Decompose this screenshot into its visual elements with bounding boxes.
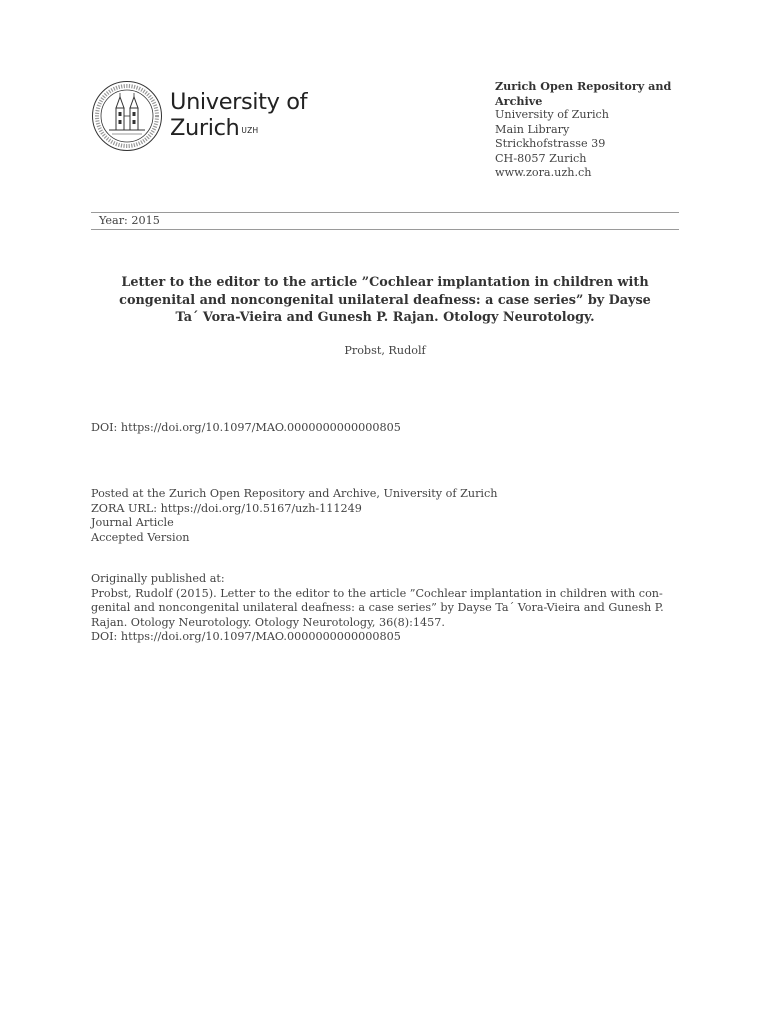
address-line: Strickhofstrasse 39 [495,137,606,150]
university-logo [91,80,331,160]
posting-line: Posted at the Zurich Open Repository and Archive, University of Zurich [91,487,498,500]
title-line: Ta´ Vora-Vieira and Gunesh P. Rajan. Otology Neurotology. [175,310,595,325]
citation-line: Rajan. Otology Neurotology. Otology Neurotology, 36(8):1457. [91,615,445,629]
address-line: Main Library [495,122,570,136]
citation-line: genital and noncongenital unilateral deafness: a case series” by Dayse Ta´ Vora-Vieira and Gunesh P. [91,601,664,614]
version-label: Accepted Version [91,530,190,544]
university-name [170,89,307,141]
title-line: congenital and noncongenital unilateral deafness: a case series” by Dayse [119,292,651,308]
address-line: CH-8057 Zurich [495,151,587,165]
uzh-superscript: UZH [241,126,259,135]
publication-type: Journal Article [91,516,174,529]
publication-year: Year: 2015 [99,214,160,227]
citation-line: Probst, Rudolf (2015). Letter to the editor to the article ”Cochlear implantation in children with con- [91,586,663,600]
year-bar [91,212,679,230]
repository-address [495,79,695,181]
address-line: Zurich Open Repository and [495,79,672,93]
original-heading: Originally published at: [91,572,225,585]
posting-info [91,487,681,545]
title-line: Letter to the editor to the article ”Cochlear implantation in children with [121,275,649,290]
university-name-line2: Zurich $^{UZH}$ [170,115,259,141]
repository-website-link[interactable]: www.zora.uzh.ch [495,166,592,179]
zora-url-link[interactable]: ZORA URL: https://doi.org/10.5167/uzh-111249 [91,501,362,515]
address-line: Archive [495,93,543,108]
address-line: University of Zurich [495,108,609,121]
author-name: Probst, Rudolf [344,344,426,357]
doi-link[interactable]: DOI: https://doi.org/10.1097/MAO.0000000000000805 [91,421,401,434]
original-doi-link[interactable]: DOI: https://doi.org/10.1097/MAO.0000000000000805 [91,630,401,643]
university-seal-icon [91,80,163,152]
university-name-line1: University of [170,89,308,115]
article-title [91,274,679,327]
original-publication [91,572,681,645]
